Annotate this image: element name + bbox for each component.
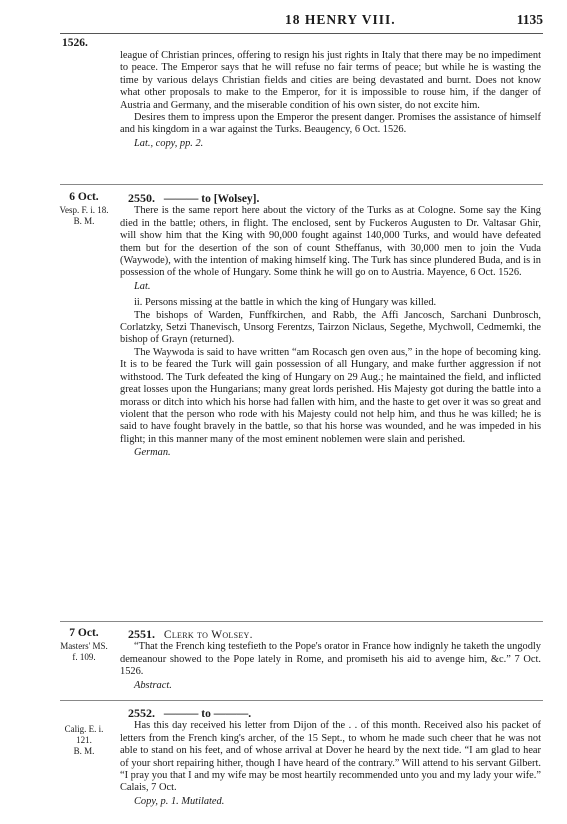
entry-meta: German.	[134, 447, 171, 459]
entry-meta: Copy, p. 1. Mutilated.	[134, 795, 225, 807]
source-ref: B. M.	[73, 746, 95, 756]
entry-meta: Abstract.	[134, 679, 172, 691]
source-ref: B. M.	[73, 216, 95, 226]
entry-margin	[54, 192, 114, 227]
year-label: 1526.	[62, 37, 88, 49]
entry-number: 2552.	[128, 706, 155, 720]
source-ref: 121.	[76, 735, 92, 745]
entry-heading	[120, 628, 541, 641]
source-ref: Masters' MS.	[60, 641, 108, 651]
entry-margin	[54, 628, 114, 663]
paragraph: “That the French king testefieth to the Pope's orator in France how indignly he taketh the ungodly demeanour showed to the Pope lately in Rome, and promiseth his aid to avenge him, &c.” 7 Oct. 1526.	[120, 641, 541, 678]
paragraph: ii. Persons missing at the battle in which the king of Hungary was killed.	[134, 297, 437, 309]
entry-date: 6 Oct.	[69, 191, 99, 203]
entry-separator	[60, 621, 543, 622]
entry-date: 7 Oct.	[69, 627, 99, 639]
header-title: 18 HENRY VIII.	[285, 12, 396, 27]
paragraph: Has this day received his letter from Dijon of the . . of this month. Received also his packet of letters from the French king's archer, of the 15 Sept., to whom he made such cheer that he was not able to stand on his feet, and of whose arrival at Dover he heard by the next tide. “I am glad to hear of your short repairing hither, though I have heard of the contrary.” Will attend to his servant Gilbert. “I pray you that I and my wife may be most heartily recommended unto you and my lady your wife.” Calais, 7 Oct.	[120, 720, 541, 794]
entry-title: Clerk to Wolsey.	[163, 629, 253, 641]
paragraph: Desires them to impress upon the Emperor the present danger. Promises the assistance of himself and his kingdom in a war against the Turks. Beaugency, 6 Oct. 1526.	[120, 112, 541, 136]
continued-entry	[120, 50, 541, 150]
entry-meta: Lat.	[134, 280, 151, 292]
entry-2551	[120, 628, 541, 692]
entry-2552	[120, 707, 541, 808]
paragraph: There is the same report here about the victory of the Turks as at Cologne. Some say the King died in the battle; others, in flight. The enclosed, sent by Fuckeros Augusten to Dr. Valtasar Ghir, will show him that the King with 90,000 fought against 140,000 Turks, and would have defeated them but for the desertion of the son of count Stheffanus, with 30,000 men to join the Vuda (Waywode), with the intention of making himself king. The Turk has since plundered Buda, and is in possession of the whole of Hungary. Some think he will go on to Austria. Mayence, 6 Oct. 1526.	[120, 205, 541, 279]
entry-heading	[120, 707, 541, 720]
entry-margin	[54, 724, 114, 757]
header-rule	[60, 33, 543, 34]
entry-2550	[120, 192, 541, 460]
source-ref: Vesp. F. i. 18.	[59, 205, 109, 215]
page-number: 1135	[516, 12, 543, 27]
paragraph: league of Christian princes, offering to resign his just rights in Italy that there may be no impediment to peace. The Emperor says that he will refuse no fair terms of peace; but while he is wasting the time by various delays Christian fields and cities are being devastated and burnt. Does not know what other proposals to make to the Emperor, for it is impossible to rouse him, if the danger of Austria and Germany, and the miserable condition of his own sister, do not excite him.	[120, 50, 541, 111]
entry-meta: Lat., copy, pp. 2.	[134, 137, 204, 149]
entry-title: ——— to ———.	[163, 708, 252, 720]
entry-separator	[60, 700, 543, 701]
entry-number: 2551.	[128, 627, 155, 641]
entry-heading	[120, 192, 541, 205]
entry-title: ——— to [Wolsey].	[163, 193, 260, 205]
paragraph: The bishops of Warden, Funffkirchen, and Rabb, the Affi Jancosch, Sarchani Dunbrosch, Corlatzky, Setzi Thanevisch, Unsorg Ferentzs, Tairzon Niclaus, Segethe, Mychwoll, Cedmemki, the bishop of Grayn (returned).	[120, 309, 541, 346]
running-header	[60, 12, 543, 30]
source-ref: f. 109.	[72, 652, 96, 662]
paragraph: The Waywoda is said to have written “am Rocasch gen oven aus,” in the hope of becoming king. It is to be feared the Turk will gain possession of all Hungary, and make further aggression if not withstood. The Turk defeated the king of Hungary on 29 Aug.; he maintained the field, and inflicted great losses upon the Hungarians; many great lords perished. His Majesty got during the battle into a morass or ditch into which his horse had fallen with him, and the haste to get over it was so great and violent that the person who rode with his Majesty could not help him, and thus he was killed; he is said to have fought bravely in the battle, so that his horse was wounded, and he was impeded in his flight; in this manner many of the most eminent noblemen were slain and perished.	[120, 346, 541, 445]
entry-separator	[60, 184, 543, 185]
entry-number: 2550.	[128, 191, 155, 205]
source-ref: Calig. E. i.	[64, 724, 104, 734]
